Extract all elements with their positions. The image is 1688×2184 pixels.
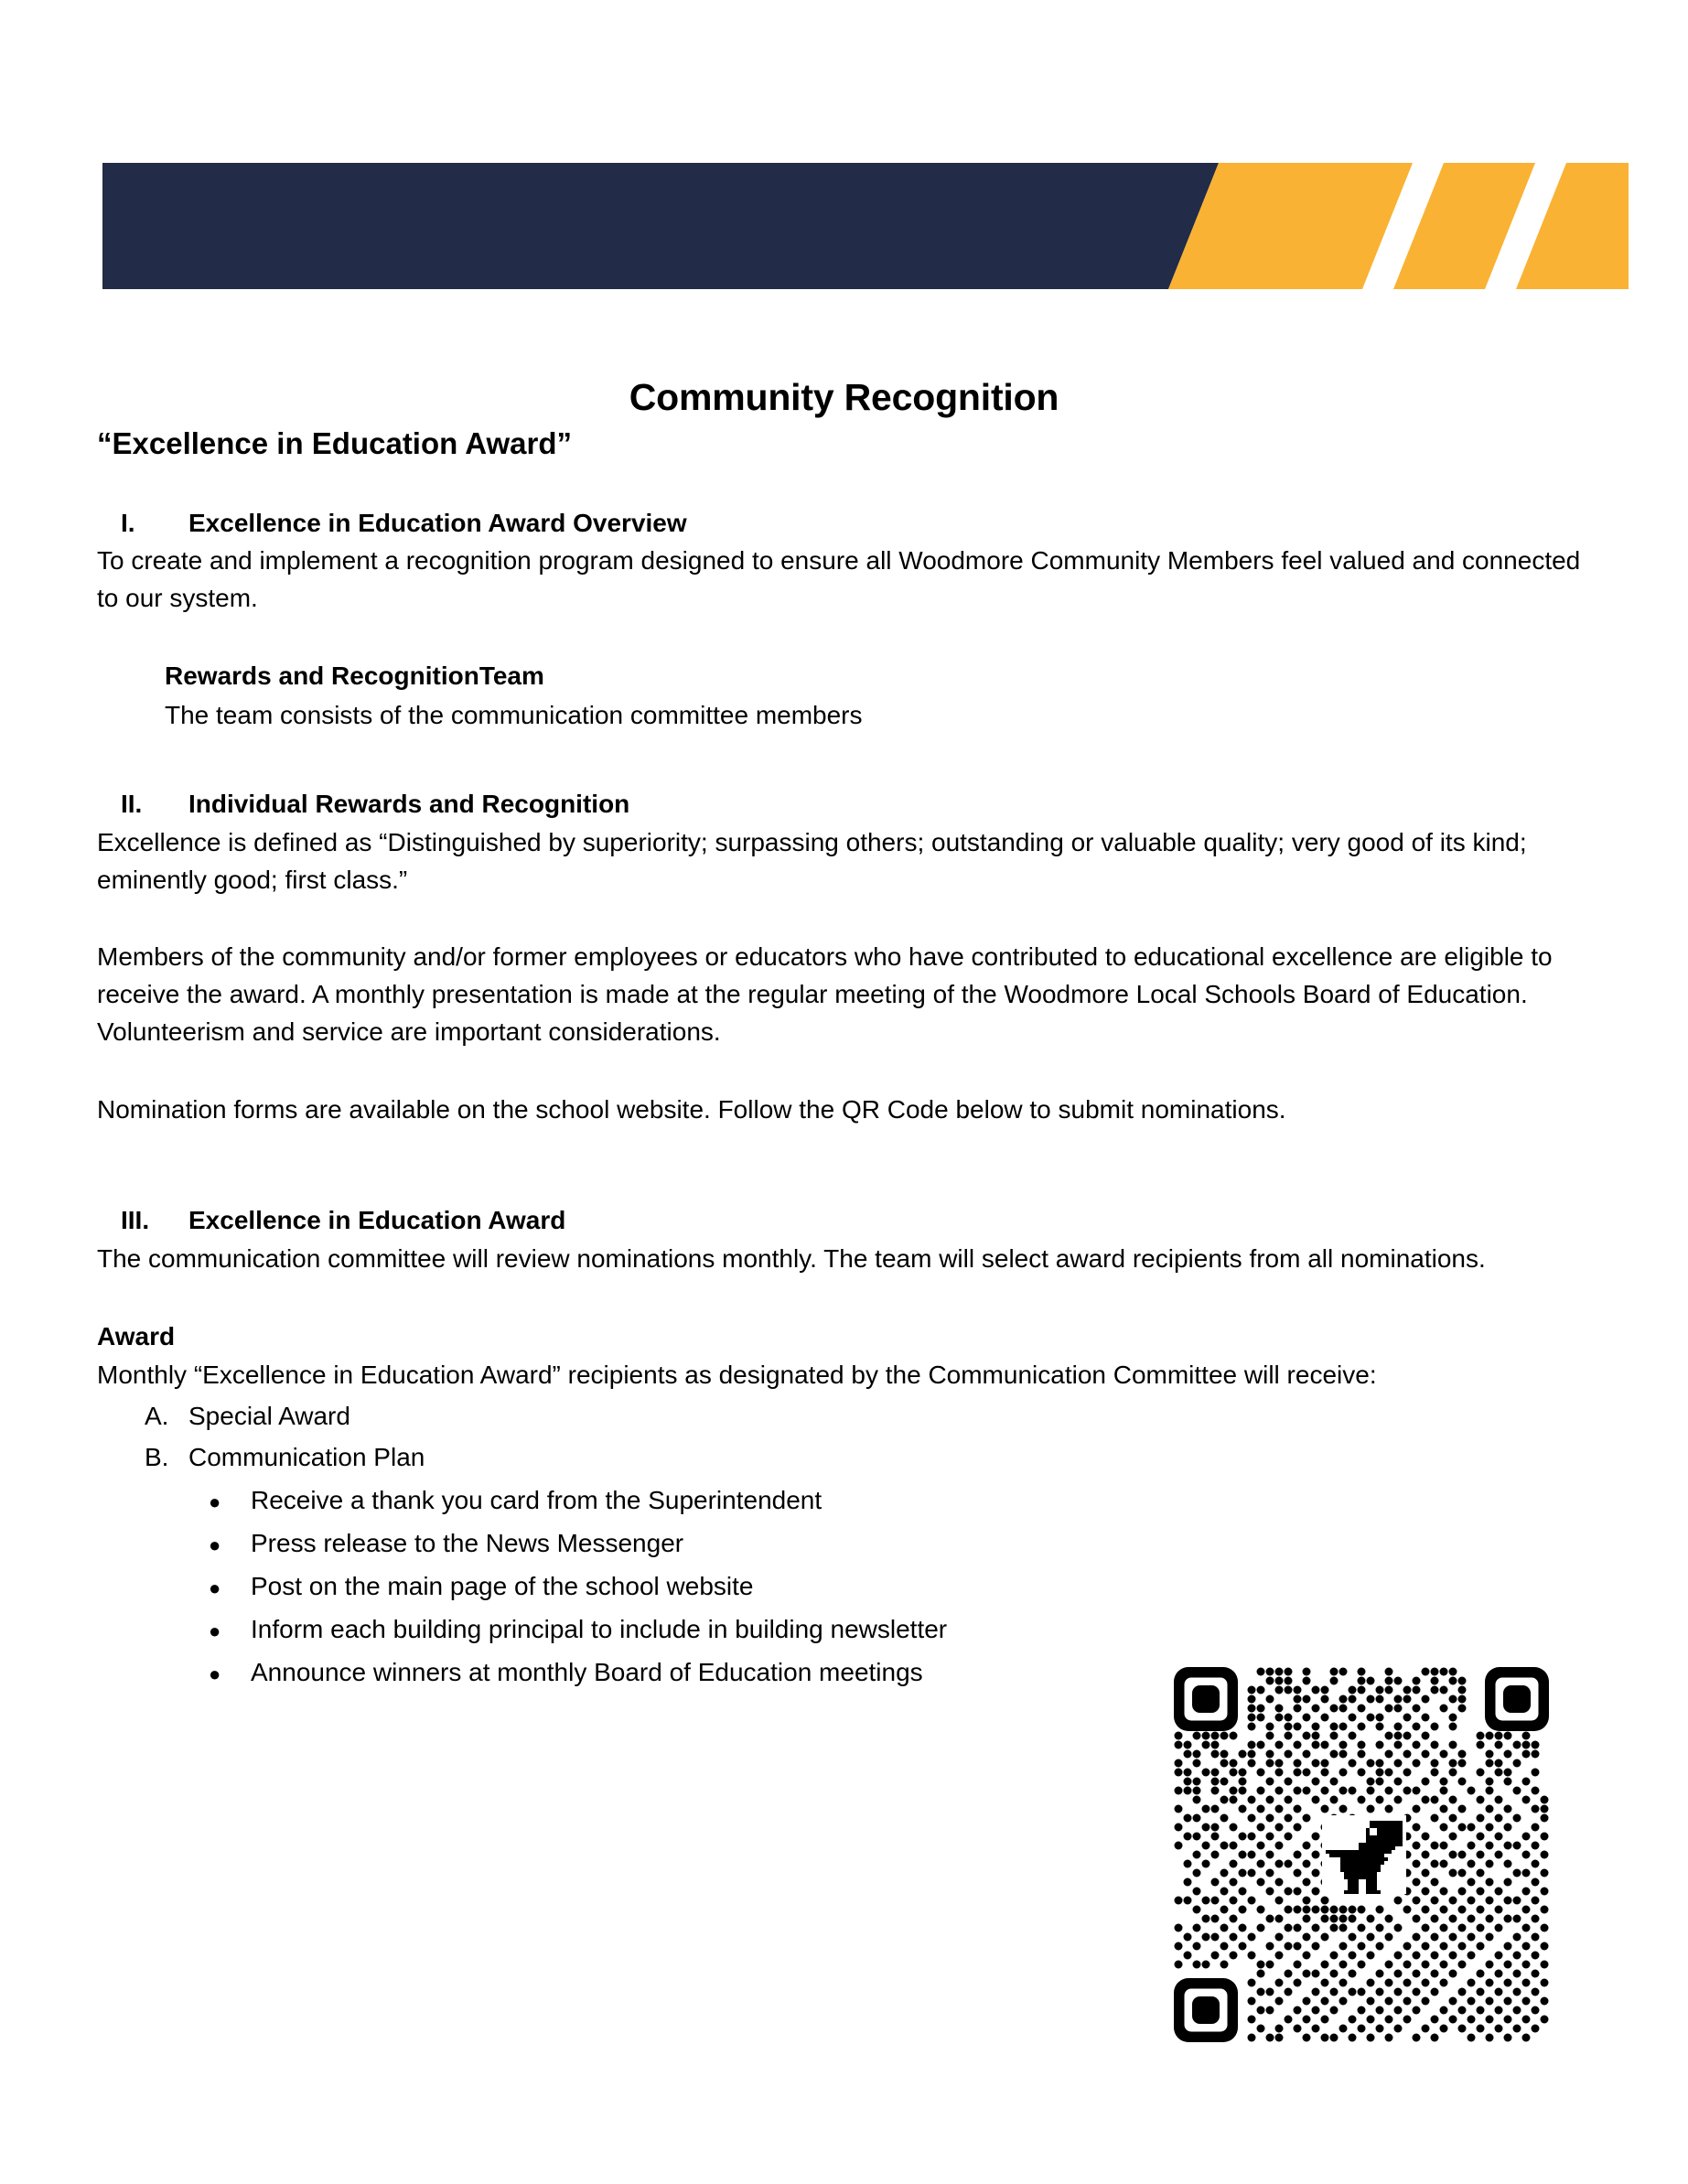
- bullet-label: Inform each building principal to include in building newsletter: [251, 1614, 948, 1643]
- rewards-team-block: [97, 658, 1591, 735]
- spacer: [97, 1129, 1591, 1202]
- list-item: [209, 1482, 1591, 1520]
- section-ii-numeral: II.: [121, 789, 143, 818]
- list-item: [145, 1398, 1591, 1436]
- spacer: [97, 898, 1591, 939]
- bullet-label: Announce winners at monthly Board of Education meetings: [251, 1657, 923, 1686]
- communication-plan-bullets: [97, 1482, 1591, 1691]
- qr-finder-bottom-left: [1174, 1978, 1238, 2042]
- section-i-numeral: I.: [121, 508, 135, 537]
- spacer: [97, 735, 1591, 786]
- spacer: [97, 1051, 1591, 1092]
- bullet-label: Receive a thank you card from the Superintendent: [251, 1486, 822, 1514]
- bullet-dot-icon: ●: [209, 1533, 221, 1556]
- banner-navy-shape: [102, 163, 1219, 289]
- qr-finder-top-right: [1485, 1667, 1549, 1731]
- section-iii-numeral: III.: [121, 1205, 150, 1234]
- bullet-dot-icon: ●: [209, 1490, 221, 1513]
- section-iii-heading-text: Excellence in Education Award: [188, 1205, 566, 1234]
- page-title: Community Recognition: [629, 376, 1059, 418]
- qr-code-nomination-form[interactable]: [1174, 1667, 1549, 2042]
- bullet-dot-icon: ●: [209, 1662, 221, 1685]
- section-iii-heading: [97, 1202, 1591, 1239]
- banner-gold-stripe-2: [1393, 163, 1535, 289]
- section-ii-paragraph-1: Excellence is defined as “Distinguished by superiority; surpassing others; outstanding or valuable quality; very good of its kind; eminently good; first class.”: [97, 827, 1527, 894]
- dinosaur-logo-icon: [1322, 1815, 1406, 1894]
- document-body: [97, 375, 1591, 1696]
- section-i-heading-text: Excellence in Education Award Overview: [188, 508, 687, 537]
- alpha-marker: A.: [145, 1402, 169, 1431]
- list-item: [209, 1525, 1591, 1563]
- list-item: [209, 1568, 1591, 1606]
- alpha-label: Special Award: [188, 1402, 350, 1431]
- header-banner-graphic: [102, 163, 1629, 289]
- header-banner: [102, 163, 1629, 289]
- qr-finder-top-left: [1174, 1667, 1238, 1731]
- section-ii-heading: [97, 786, 1591, 823]
- award-alpha-list: [97, 1398, 1591, 1477]
- section-ii-paragraph-3: Nomination forms are available on the school website. Follow the QR Code below to submit nominations.: [97, 1095, 1286, 1124]
- award-heading: Award: [97, 1321, 176, 1350]
- page-subtitle: “Excellence in Education Award”: [97, 426, 572, 461]
- spacer: [97, 1278, 1591, 1318]
- list-item: [145, 1439, 1591, 1477]
- bullet-label: Press release to the News Messenger: [251, 1528, 684, 1557]
- banner-gold-stripe-3: [1516, 163, 1629, 289]
- rewards-team-heading: Rewards and RecognitionTeam: [165, 662, 544, 691]
- section-iii: [97, 1202, 1591, 1278]
- section-ii-heading-text: Individual Rewards and Recognition: [188, 789, 630, 818]
- section-ii-paragraph-2: Members of the community and/or former employees or educators who have contributed to educational excellence are eligible to receive the award. A monthly presentation is made at the regular meeting of the Woodmore Local Schools Board of Education. Volunteerism and service are important considerations.: [97, 942, 1553, 1047]
- alpha-label: Communication Plan: [188, 1443, 425, 1472]
- bullet-label: Post on the main page of the school website: [251, 1571, 754, 1600]
- rewards-team-text: The team consists of the communication committee members: [165, 701, 863, 729]
- section-ii: [97, 786, 1591, 1129]
- section-iii-paragraph: The communication committee will review nominations monthly. The team will select award recipients from all nominations.: [97, 1243, 1486, 1273]
- bullet-dot-icon: ●: [209, 1576, 221, 1599]
- section-i-heading: [97, 505, 1591, 542]
- bullet-dot-icon: ●: [209, 1619, 221, 1642]
- list-item: [209, 1611, 1591, 1649]
- section-i: [97, 505, 1591, 735]
- alpha-marker: B.: [145, 1443, 169, 1472]
- spacer: [97, 618, 1591, 658]
- award-intro: Monthly “Excellence in Education Award” recipients as designated by the Communication Committee will receive:: [97, 1361, 1377, 1390]
- qr-code-graphic: [1174, 1667, 1549, 2042]
- section-i-paragraph: To create and implement a recognition program designed to ensure all Woodmore Community Members feel valued and connected to our system.: [97, 546, 1581, 613]
- award-section: [97, 1318, 1591, 1692]
